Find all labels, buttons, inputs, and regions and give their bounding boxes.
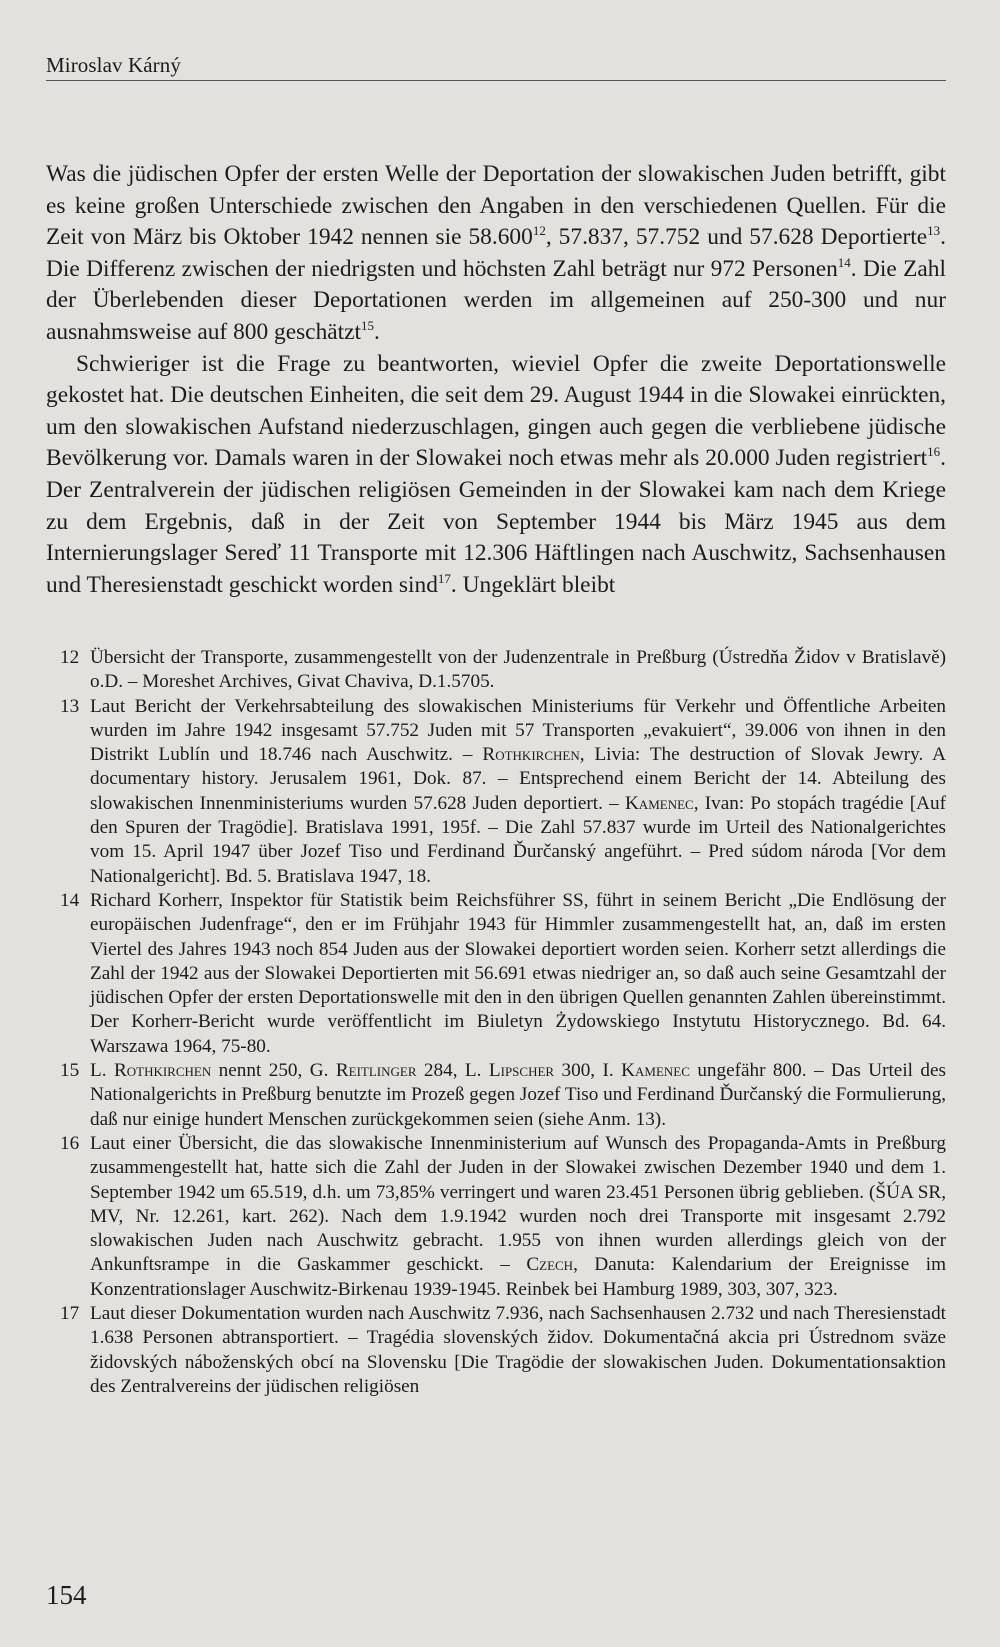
footnote-ref-12[interactable]: 12 (532, 223, 546, 239)
footnote-number: 17 (60, 1303, 80, 1325)
footnote-17 (46, 1302, 946, 1399)
footnote-14 (46, 889, 946, 1059)
footnote-text: Richard Korherr, Inspektor für Statistik beim Reichsführer SS, führt in seinem Bericht „Die Endlösung der europäischen Judenfrage“, den er im Frühjahr 1943 für Himmler zusammengestellt hat, an, daß im ersten Viertel des Jahres 1943 noch 854 Juden aus der Slowakei deportiert worden seien. Korherr setzt allerdings die Zahl der 1942 aus der Slowakei Deportierten mit 56.691 etwas niedriger an, so daß auch seine Gesamtzahl der jüdischen Opfer der ersten Deportationswelle mit den in den übrigen Quellen genannten Zahlen übereinstimmt. Der Korherr-Bericht wurde veröffentlicht im Biuletyn Żydowskiego Instytutu Historycznego. Bd. 64. Warszawa 1964, 75-80. (90, 889, 946, 1057)
footnote-text: L. Rothkirchen nennt 250, G. Reitlinger 284, L. Lipscher 300, I. Kamenec ungefähr 800. – Das Urteil des Nationalgerichts in Preßburg benutzte im Prozeß gegen Jozef Tiso und Ferdinand Ďurčanský die Formulierung, daß nur einige hundert Menschen zurückgekommen seien (siehe Anm. 13). (90, 1060, 946, 1130)
paragraph-2: Schwieriger ist die Frage zu beantworten, wieviel Opfer die zweite Deportationswelle gekostet hat. Die deutschen Einheiten, die seit dem 29. August 1944 in die Slowakei einrückten, um den slowakischen Aufstand niederzuschlagen, gingen auch gegen die verbliebene jüdische Bevölkerung vor. Damals waren in der Slowakei noch etwas mehr als 20.000 Juden registriert$^{16}$. Der Zentralverein der jüdischen religiösen Gemeinden in der Slowakei kam nach dem Kriege zu dem Ergebnis, daß in der Zeit von September 1944 bis März 1945 aus dem Internierungslager Sereď 11 Transporte mit 12.306 Häftlingen nach Auschwitz, Sachsenhausen und Theresienstadt geschickt worden sind$^{17}$. Ungeklärt bleibt (46, 350, 946, 598)
footnote-16 (46, 1132, 946, 1302)
footnote-number: 16 (60, 1132, 80, 1154)
footnote-number: 12 (60, 647, 80, 668)
footnote-text: Laut dieser Dokumentation wurden nach Auschwitz 7.936, nach Sachsenhausen 2.732 und nach Theresienstadt 1.638 Personen abtransportiert. – Tragédia slovenských židov. Dokumentačná akcia pri Ústrednom sväze židovských náboženských obcí na Slovensku [Die Tragödie der slowakischen Juden. Dokumentationsaktion des Zentralvereins der jüdischen religiösen (90, 1303, 946, 1397)
footnote-number: 15 (60, 1060, 80, 1082)
header-rule (46, 80, 946, 81)
footnote-text: Laut einer Übersicht, die das slowakische Innenministerium auf Wunsch des Propaganda-Amts in Preßburg zusammengestellt hat, hatte sich die Zahl der Juden in der Slowakei zwischen Dezember 1940 und dem 1. September 1942 um 65.519, d.h. um 73,85% verringert und waren 23.451 Personen übrig geblieben. (ŠÚA SR, MV, Nr. 12.261, kart. 262). Nach dem 1.9.1942 wurden noch drei Transporte mit insgesamt 2.792 slowakischen Juden nach Auschwitz gebracht. 1.955 von ihnen wurden allerdings gleich von der Ankunftsrampe in die Gaskammer geschickt. – Czech, Danuta: Kalendarium der Ereignisse im Konzentrationslager Auschwitz-Birkenau 1939-1945. Reinbek bei Hamburg 1989, 303, 307, 323. (90, 1132, 946, 1300)
footnote-number: 13 (60, 695, 80, 717)
footnote-ref-17[interactable]: 17 (437, 570, 451, 586)
footnote-ref-14[interactable]: 14 (837, 254, 851, 270)
page-number: 154 (46, 1580, 87, 1610)
footnote-text: Übersicht der Transporte, zusammengestellt von der Judenzentrale in Preßburg (Ústredňa Židov v Bratislavě) o.D. – Moreshet Archives, Givat Chaviva, D.1.5705. (90, 647, 946, 693)
footnote-ref-16[interactable]: 16 (927, 444, 941, 460)
footnote-ref-13[interactable]: 13 (927, 223, 941, 239)
footnote-13 (46, 695, 946, 889)
footnote-ref-15[interactable]: 15 (361, 318, 375, 334)
running-head-author: Miroslav Kárný (46, 53, 181, 77)
footnote-15 (46, 1059, 946, 1132)
footnotes (46, 646, 946, 1399)
main-text (46, 159, 946, 601)
paragraph-1: Was die jüdischen Opfer der ersten Welle der Deportation der slowakischen Juden betrifft, gibt es keine großen Unterschiede zwischen den Angaben in den verschiedenen Quellen. Für die Zeit von März bis Oktober 1942 nennen sie 58.600$^{12}$, 57.837, 57.752 und 57.628 Deportierte$^{13}$. Die Differenz zwischen der niedrigsten und höchsten Zahl beträgt nur 972 Personen$^{14}$. Die Zahl der Überlebenden dieser Deportationen werden im allgemeinen auf 250-300 und nur ausnahmsweise auf 800 geschätzt$^{15}$. (46, 161, 947, 345)
footnote-text: Laut Bericht der Verkehrsabteilung des slowakischen Ministeriums für Verkehr und Öffentliche Arbeiten wurden im Jahre 1942 insgesamt 57.752 Juden mit 57 Transporten „evakuiert“, 39.006 von ihnen in den Distrikt Lublín und 18.746 nach Auschwitz. – Rothkirchen, Livia: The destruction of Slovak Jewry. A documentary history. Jerusalem 1961, Dok. 87. – Entsprechend einem Bericht der 14. Abteilung des slowakischen Innenministeriums wurden 57.628 Juden deportiert. – Kamenec, Ivan: Po stopách tragédie [Auf den Spuren der Tragödie]. Bratislava 1991, 195f. – Die Zahl 57.837 wurde im Urteil des Nationalgerichtes vom 15. April 1947 über Jozef Tiso und Ferdinand Ďurčanský angeführt. – Pred súdom národa [Vor dem Nationalgericht]. Bd. 5. Bratislava 1947, 18. (90, 695, 946, 887)
footnote-12 (46, 646, 946, 695)
footnote-number: 14 (60, 889, 80, 911)
